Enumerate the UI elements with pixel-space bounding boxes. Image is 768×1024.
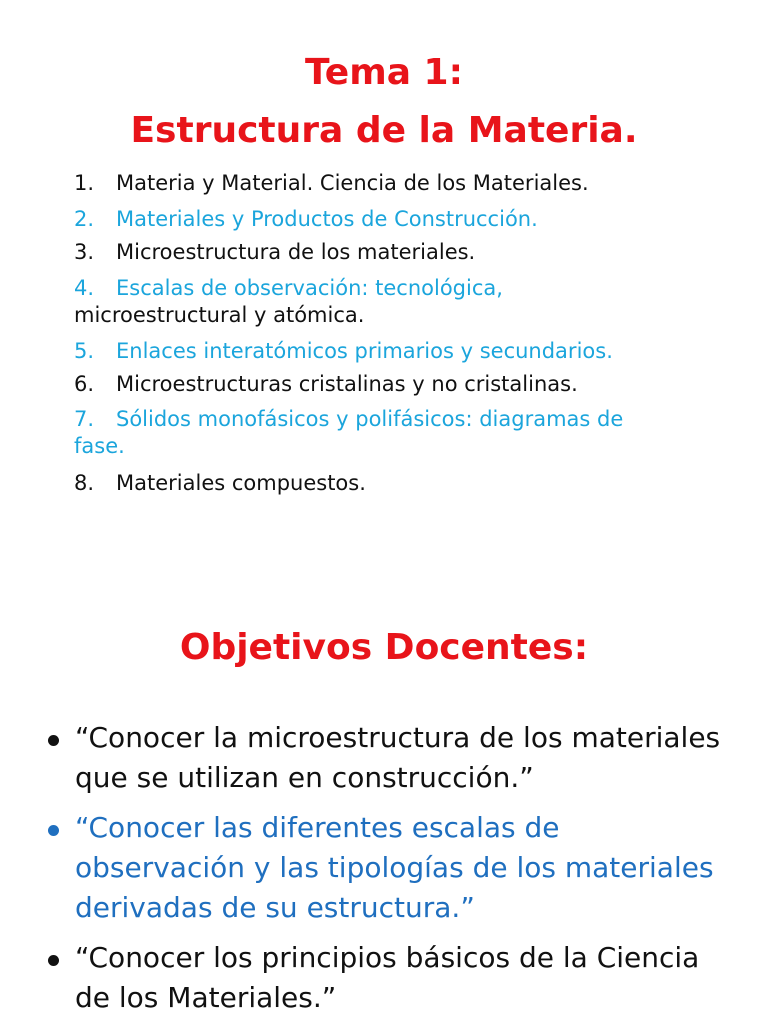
topic-text: Materiales y Productos de Construcción. bbox=[116, 207, 538, 231]
page-title-line-1: Tema 1: bbox=[305, 52, 463, 93]
topic-item-2 bbox=[74, 204, 714, 234]
topic-text: Microestructura de los materiales. bbox=[116, 240, 476, 264]
topic-text: Materia y Material. Ciencia de los Materiales. bbox=[116, 171, 589, 195]
bullet-dot-icon bbox=[48, 735, 59, 746]
topic-text: Escalas de observación: tecnológica, bbox=[116, 276, 503, 300]
topic-number: 8. bbox=[74, 471, 95, 495]
topic-number: 4. bbox=[74, 276, 95, 300]
topic-number: 6. bbox=[74, 372, 95, 396]
objective-text: “Conocer las diferentes escalas de observación y las tipologías de los materiales derivadas de su estructura.” bbox=[75, 811, 714, 924]
topic-text: Sólidos monofásicos y polifásicos: diagramas de bbox=[116, 407, 624, 431]
topic-text: Microestructuras cristalinas y no cristalinas. bbox=[116, 372, 578, 396]
objective-item-3 bbox=[48, 938, 728, 1018]
topic-text-continuation: fase. bbox=[74, 434, 125, 458]
topic-text-continuation: microestructural y atómica. bbox=[74, 303, 365, 327]
objective-item-2 bbox=[48, 808, 728, 928]
topic-text: Materiales compuestos. bbox=[116, 471, 366, 495]
topic-number: 1. bbox=[74, 171, 95, 195]
topic-item-7 bbox=[74, 406, 714, 460]
topic-item-6 bbox=[74, 369, 714, 399]
objective-text: “Conocer los principios básicos de la Ciencia de los Materiales.” bbox=[75, 941, 700, 1014]
objectives-heading: Objetivos Docentes: bbox=[179, 627, 589, 668]
topic-item-1 bbox=[74, 168, 714, 198]
topic-item-8 bbox=[74, 468, 714, 498]
topic-item-3 bbox=[74, 237, 714, 267]
topic-text: Enlaces interatómicos primarios y secundarios. bbox=[116, 339, 613, 363]
bullet-dot-icon bbox=[48, 825, 59, 836]
topic-item-4 bbox=[74, 275, 714, 329]
topic-number: 3. bbox=[74, 240, 95, 264]
objective-text: “Conocer la microestructura de los materiales que se utilizan en construcción.” bbox=[75, 721, 721, 794]
topic-number: 2. bbox=[74, 207, 95, 231]
topic-item-5 bbox=[74, 336, 714, 366]
objective-item-1 bbox=[48, 718, 728, 798]
topic-number: 5. bbox=[74, 339, 95, 363]
topic-number: 7. bbox=[74, 407, 95, 431]
page-title-line-2: Estructura de la Materia. bbox=[130, 110, 638, 151]
bullet-dot-icon bbox=[48, 955, 59, 966]
